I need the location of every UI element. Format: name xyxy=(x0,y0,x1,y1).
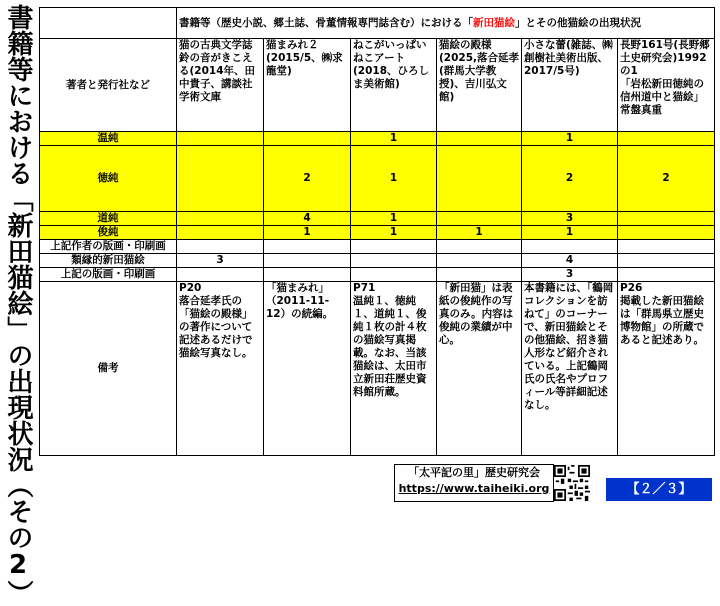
cell-print-below xyxy=(618,268,715,282)
cell-shunjun xyxy=(177,226,264,240)
cell-print-above xyxy=(351,240,437,254)
footer-url-link[interactable]: https://www.taiheiki.org xyxy=(398,482,550,495)
cell-dojun xyxy=(177,212,264,226)
page-number-badge: 【２／３】 xyxy=(606,478,712,501)
cell-onjun: 1 xyxy=(351,132,437,146)
cell-tokujun xyxy=(177,146,264,212)
cell-onjun xyxy=(264,132,351,146)
cell-tokujun: 2 xyxy=(522,146,618,212)
cell-similar xyxy=(618,254,715,268)
cell-shunjun: 1 xyxy=(522,226,618,240)
cell-print-above xyxy=(264,240,351,254)
table-caption: 書籍等（歴史小説、郷土誌、骨董情報専門誌含む）における「新田猫絵」とその他猫絵の出現状況 xyxy=(177,8,715,39)
cell-shunjun: 1 xyxy=(264,226,351,240)
cell-similar: 3 xyxy=(177,254,264,268)
cell-onjun xyxy=(437,132,522,146)
note-cell: 本書籍には、「鶴岡コレクションを訪ねて」のコーナーで、新田猫絵とその他猫絵、招き猫人形など紹介されている。上記鶴岡氏の氏名やプロフィール等詳細記述なし。 xyxy=(522,282,618,456)
note-cell: P20 落合延孝氏の「猫絵の殿様」の著作について記述あるだけで猫絵写真なし。 xyxy=(177,282,264,456)
row-label-shunjun: 俊純 xyxy=(40,226,177,240)
cell-dojun: 3 xyxy=(522,212,618,226)
row-label-notes: 備考 xyxy=(40,282,177,456)
note-cell: P26 掲載した新田猫絵は「群馬県立歴史博物館」の所蔵であると記述あり。 xyxy=(618,282,715,456)
note-cell: 「猫まみれ」（2011-11-12）の続編。 xyxy=(264,282,351,456)
book-author: 猫絵の殿様(2025,落合延孝(群馬大学教授)、吉川弘文館) xyxy=(437,39,522,132)
cell-onjun xyxy=(618,132,715,146)
note-cell: P71 温純１、徳純１、道純１、俊純１枚の計４枚の猫絵写真掲載。なお、当該猫絵は、太田市立新田荘歴史資料館所蔵。 xyxy=(351,282,437,456)
cell-print-below xyxy=(177,268,264,282)
cell-shunjun: 1 xyxy=(437,226,522,240)
row-label-dojun: 道純 xyxy=(40,212,177,226)
book-author: ねこがいっぱいねこアート(2018、ひろしま美術館) xyxy=(351,39,437,132)
cell-shunjun: 1 xyxy=(351,226,437,240)
cell-print-above xyxy=(618,240,715,254)
cell-dojun xyxy=(437,212,522,226)
footer-org-name: 「太平記の里」歴史研究会 xyxy=(408,466,540,479)
note-cell: 「新田猫」は表紙の俊純作の写真のみ。内容は俊純の業績が中心。 xyxy=(437,282,522,456)
page-title: 書籍等における「新田猫絵」の出現状況（その2） xyxy=(3,4,33,606)
cell-tokujun: 2 xyxy=(264,146,351,212)
cell-dojun: 1 xyxy=(351,212,437,226)
cell-print-below xyxy=(351,268,437,282)
cell-tokujun: 1 xyxy=(351,146,437,212)
row-label-similar: 類縁的新田猫絵 xyxy=(40,254,177,268)
cell-tokujun: 2 xyxy=(618,146,715,212)
cell-similar: 4 xyxy=(522,254,618,268)
cell-similar xyxy=(264,254,351,268)
corner-cell xyxy=(40,8,177,39)
cell-print-above xyxy=(522,240,618,254)
cell-onjun: 1 xyxy=(522,132,618,146)
book-author: 小さな蕾(雑誌、㈱創樹社美術出版、2017/5号) xyxy=(522,39,618,132)
cell-onjun xyxy=(177,132,264,146)
row-label-authors: 著者と発行社など xyxy=(40,39,177,132)
cell-dojun xyxy=(618,212,715,226)
cell-similar xyxy=(351,254,437,268)
cell-print-below xyxy=(437,268,522,282)
cell-shunjun xyxy=(618,226,715,240)
cell-dojun: 4 xyxy=(264,212,351,226)
book-author: 猫まみれ２(2015/5、㈱求龍堂) xyxy=(264,39,351,132)
row-label-print-above: 上記作者の版画・印刷画 xyxy=(40,240,177,254)
cell-print-above xyxy=(177,240,264,254)
cell-tokujun xyxy=(437,146,522,212)
cell-similar xyxy=(437,254,522,268)
row-label-print-below: 上記の版画・印刷画 xyxy=(40,268,177,282)
book-author: 猫の古典文学誌 鈴の音がきこえる(2014年、田中貴子、講談社学術文庫 xyxy=(177,39,264,132)
caption-highlight: 新田猫絵 xyxy=(473,16,515,29)
cell-print-below xyxy=(264,268,351,282)
cell-print-below: 3 xyxy=(522,268,618,282)
cell-print-above xyxy=(437,240,522,254)
occurrence-table xyxy=(39,7,715,456)
book-author: 長野161号(長野郷土史研究会)1992の1 「岩松新田徳純の信州道中と猫絵」常盤真重 xyxy=(618,39,715,132)
row-label-tokujun: 徳純 xyxy=(40,146,177,212)
footer-org-box xyxy=(394,464,554,502)
row-label-onjun: 温純 xyxy=(40,132,177,146)
qr-code-icon xyxy=(554,465,590,501)
